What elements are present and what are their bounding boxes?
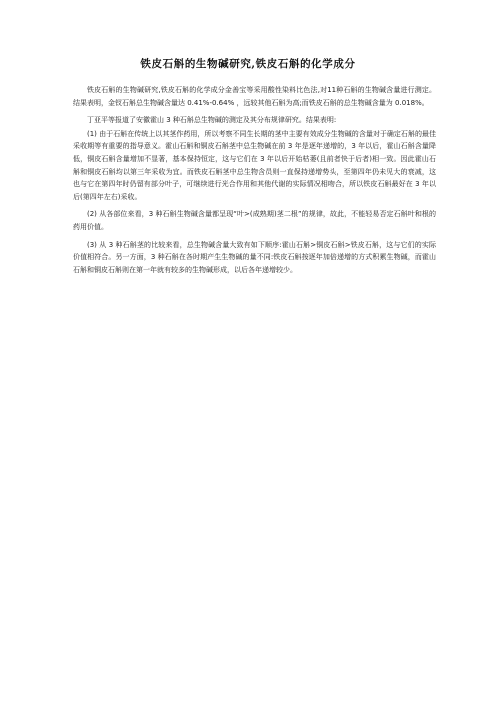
paragraph-finding-1: (1) 由于石斛在传统上以其茎作药用，所以考察不同生长期的茎中主要有效成分生物碱的含量对于确定石斛的最佳采收期等有重要的指导意义。霍山石斛和铜皮石斛茎中总生物碱在前 3 年是逐年递增的，3 年以后，霍山石斛含量降低，铜皮石斛含量增加不显著，基本保持恒定，这与它们在 3 年以后开始枯萎(且前者快于后者)相一致。因此霍山石斛和铜皮石斛均以第三年采收为宜。而铁皮石斛茎中总生物含员则一直保持递增势头，至第四年仍未见大的衰减，这也与它在第四年时仍留有部分叶子，可继续进行光合作用和其他代谢的实际情况相吻合，所以铁皮石斛最好在 3 年以后(第四年左右)采收。: [73, 129, 436, 201]
document-body: [73, 84, 436, 276]
paragraph-finding-2: (2) 从各部位来看，3 种石斛生物碱含量都呈现“叶>(成熟期)茎二根”的规律，故此，不能轻易否定石斛叶和根的药用价值。: [73, 210, 436, 231]
document-title: 铁皮石斛的生物碱研究,铁皮石斛的化学成分: [140, 58, 356, 70]
paragraph-study-summary: 丁亚平等报道了安徽霍山 3 种石斛总生物碱的测定及其分布规律研究。结果表明:: [87, 116, 337, 125]
paragraph-finding-3: (3) 从 3 种石斛茎的比较来看，总生物碱含量大致有如下顺序:霍山石斛>铜皮石斛>铁皮石斛，这与它们的实际价值相符合。另一方面，3 种石斛在各时期产生生物碱的量不同:铁皮石斛按逐年加倍递增的方式积累生物碱，而霍山石斛和铜皮石斛则在第一年就有较多的生物碱形成，以后各年递增较少。: [73, 240, 436, 274]
paragraph-intro: 铁皮石斛的生物碱研究,铁皮石斛的化学成分金善宝等采用酸性染料比色法,对11种石斛的生物碱含量进行测定。结果表明，金钗石斛总生物碱含量达 0.41%-0.64% ，远较其他石斛为高;而铁皮石斛的总生物碱含量为 0.018%。: [73, 86, 436, 107]
